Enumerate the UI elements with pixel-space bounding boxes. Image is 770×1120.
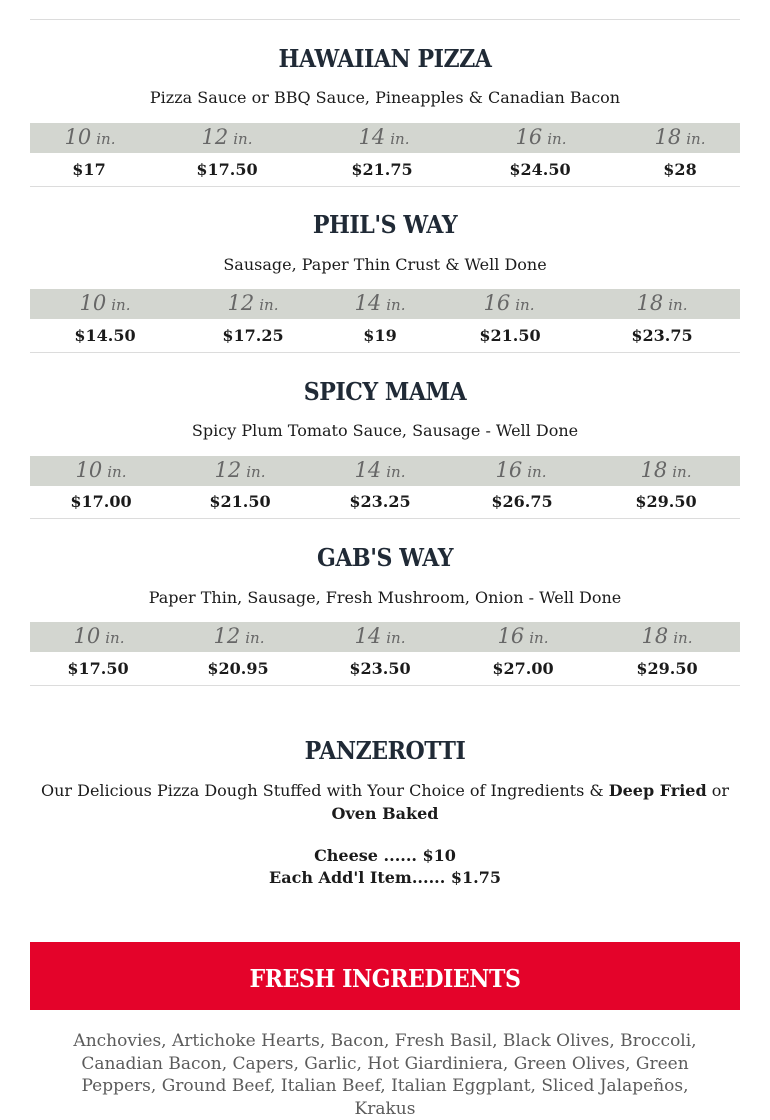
price-18: $23.75 [631, 326, 693, 345]
price-18: $28 [663, 160, 697, 179]
price-10: $14.50 [74, 326, 136, 345]
size-bar [30, 123, 740, 153]
panzerotti-prices [30, 845, 740, 889]
panzerotti-description: Our Delicious Pizza Dough Stuffed with Your Choice of Ingredients & Deep Fried or Oven Baked [40, 781, 730, 823]
price-10: $17 [72, 160, 106, 179]
price-row [30, 319, 740, 353]
cheese-price: Cheese ...... $10 [314, 846, 456, 865]
size-18: 18 in. [654, 125, 706, 149]
size-12: 12 in. [227, 291, 279, 315]
item-title: GAB'S WAY [316, 543, 454, 572]
price-12: $17.25 [222, 326, 284, 345]
size-10: 10 in. [64, 125, 116, 149]
size-10: 10 in. [73, 624, 125, 648]
size-14: 14 in. [354, 624, 406, 648]
price-10 [71, 0, 104, 1]
price-16: $26.75 [491, 492, 553, 511]
price-16: $24.50 [509, 160, 571, 179]
item-description: Spicy Plum Tomato Sauce, Sausage - Well Done [191, 421, 579, 440]
size-14: 14 in. [354, 291, 406, 315]
price-12: $20.95 [207, 659, 269, 678]
size-bar [30, 456, 740, 486]
section-title: FRESH INGREDIENTS [249, 964, 521, 993]
price-12 [192, 0, 253, 1]
price-14: $21.75 [351, 160, 413, 179]
price-10: $17.50 [67, 659, 129, 678]
size-bar [30, 289, 740, 319]
section-title: PANZEROTTI [304, 736, 466, 765]
item-title: SPICY MAMA [303, 377, 467, 406]
item-title: PHIL'S WAY [312, 210, 458, 239]
price-18: $29.50 [636, 659, 698, 678]
price-row [30, 153, 740, 187]
fresh-ingredients-banner [30, 942, 740, 1010]
size-10: 10 in. [79, 291, 131, 315]
price-10: $17.00 [70, 492, 132, 511]
item-title: HAWAIIAN PIZZA [278, 44, 492, 73]
size-14: 14 in. [354, 458, 406, 482]
size-16: 16 in. [495, 458, 547, 482]
price-12: $21.50 [209, 492, 271, 511]
item-description: Pizza Sauce or BBQ Sauce, Pineapples & Canadian Bacon [149, 88, 621, 107]
price-16: $21.50 [479, 326, 541, 345]
size-16: 16 in. [483, 291, 535, 315]
price-18: $29.50 [635, 492, 697, 511]
size-18: 18 in. [636, 291, 688, 315]
size-12: 12 in. [201, 125, 253, 149]
size-12: 12 in. [213, 624, 265, 648]
size-12: 12 in. [214, 458, 266, 482]
price-12: $17.50 [196, 160, 258, 179]
previous-item-price-row [30, 0, 740, 20]
size-18: 18 in. [641, 624, 693, 648]
size-bar [30, 622, 740, 652]
panzerotti-section [30, 736, 740, 889]
price-14: $23.50 [349, 659, 411, 678]
size-10: 10 in. [75, 458, 127, 482]
price-16 [512, 0, 573, 1]
price-18 [665, 0, 698, 1]
size-16: 16 in. [497, 624, 549, 648]
size-18: 18 in. [640, 458, 692, 482]
price-14: $23.25 [349, 492, 411, 511]
additional-item-price: Each Add'l Item...... $1.75 [269, 868, 501, 887]
price-14: $19 [363, 326, 397, 345]
item-description: Paper Thin, Sausage, Fresh Mushroom, Onion - Well Done [148, 588, 622, 607]
price-row [30, 652, 740, 686]
size-16: 16 in. [515, 125, 567, 149]
item-description: Sausage, Paper Thin Crust & Well Done [223, 255, 547, 274]
ingredients-list: Anchovies, Artichoke Hearts, Bacon, Fresh Basil, Black Olives, Broccoli, Canadian Bacon, Capers, Garlic, Hot Giardiniera, Green Olives, Green Peppers, Ground Beef, Italian Beef, Italian Eggplant, Sliced Jalapeños, Krakus [73, 1031, 697, 1119]
price-row [30, 485, 740, 519]
price-16: $27.00 [492, 659, 554, 678]
size-14: 14 in. [358, 125, 410, 149]
price-14 [351, 0, 412, 1]
